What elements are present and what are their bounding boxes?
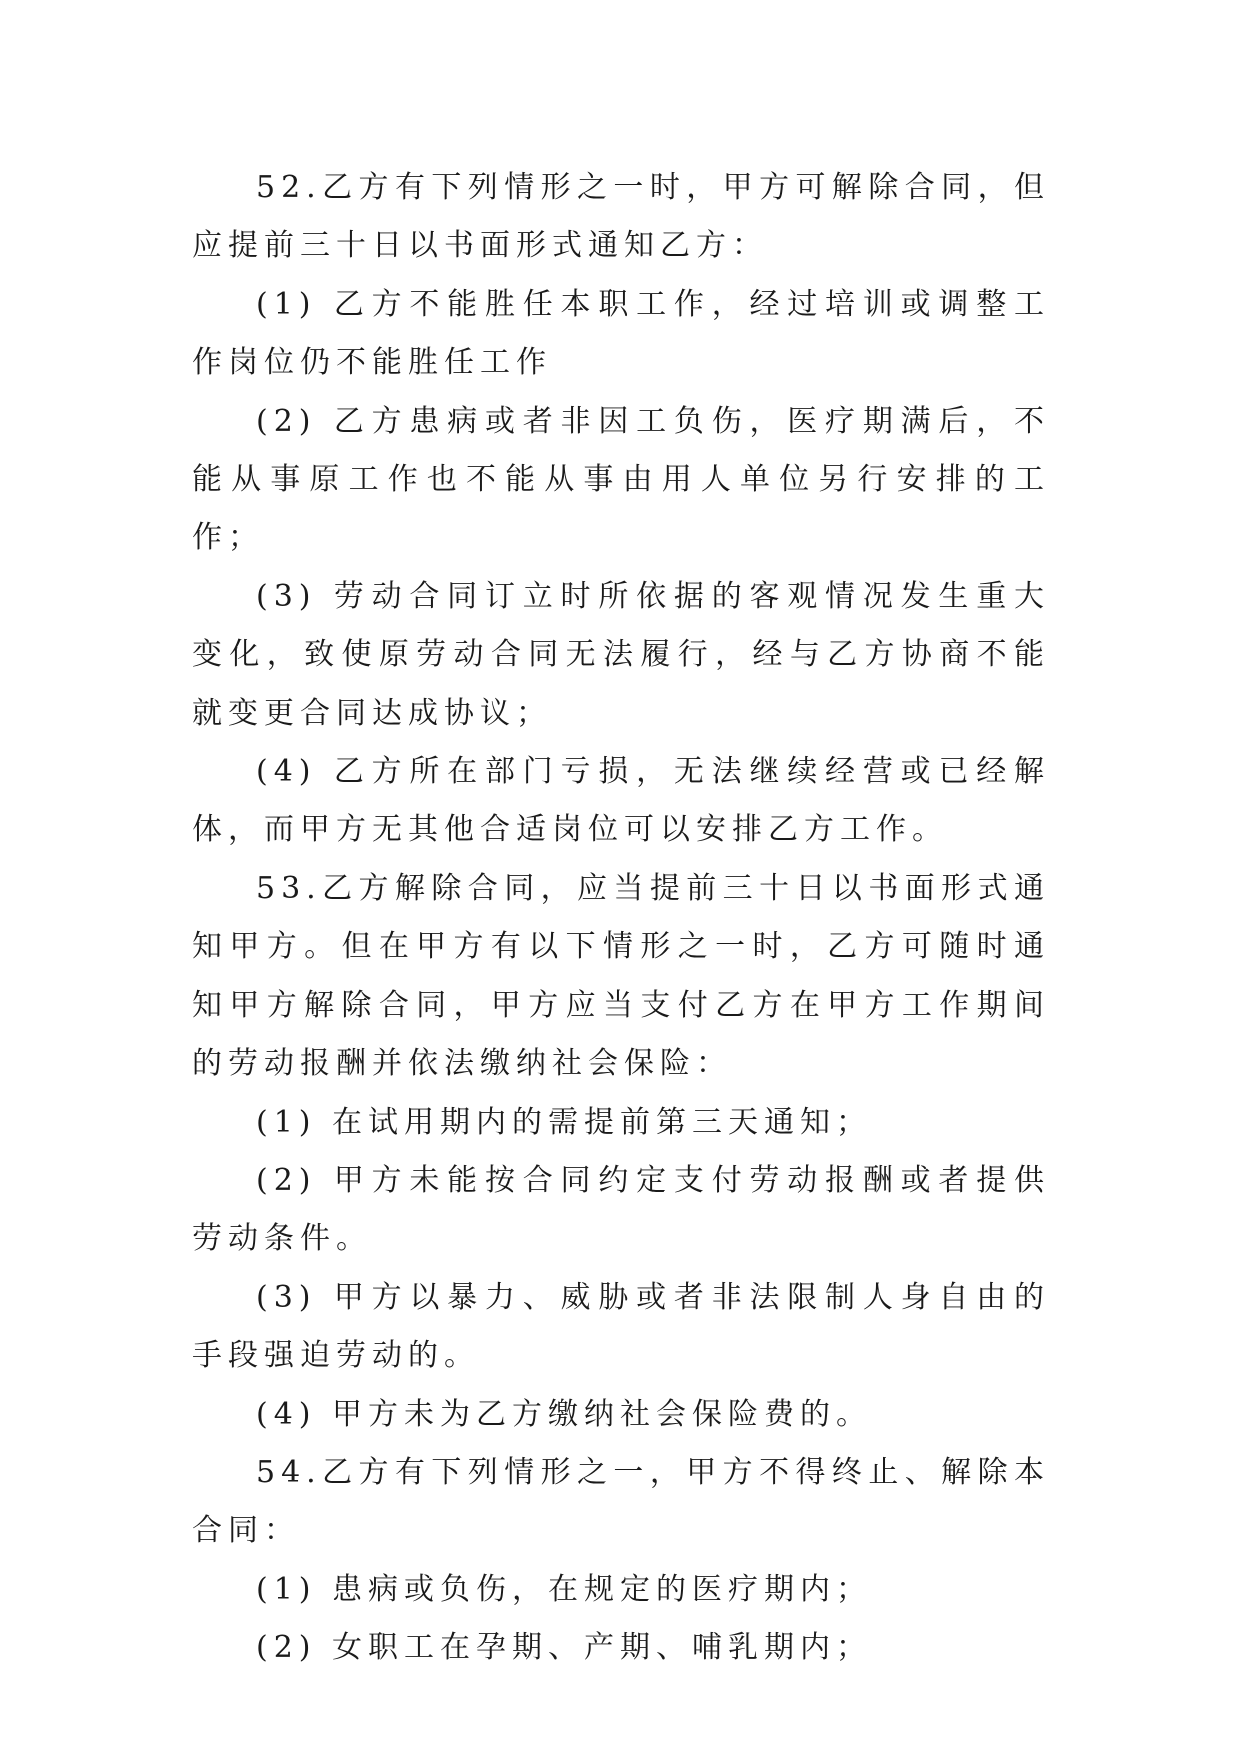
clause-52-item-1: (1) 乙方不能胜任本职工作，经过培训或调整工作岗位仍不能胜任工作 <box>192 286 1050 381</box>
document-body <box>192 159 1050 1678</box>
clause-52-intro: 52.乙方有下列情形之一时，甲方可解除合同，但应提前三十日以书面形式通知乙方： <box>192 170 1050 264</box>
clause-54-intro: 54.乙方有下列情形之一，甲方不得终止、解除本合同： <box>192 1454 1050 1549</box>
clause-52-item-3: (3) 劳动合同订立时所依据的客观情况发生重大变化，致使原劳动合同无法履行，经与乙方协商不能就变更合同达成协议； <box>192 578 1050 731</box>
clause-53-item-1: (1) 在试用期内的需提前第三天通知； <box>256 1104 873 1140</box>
clause-52-item-2: (2) 乙方患病或者非因工负伤，医疗期满后，不能从事原工作也不能从事由用人单位另行安排的工作； <box>192 403 1050 556</box>
clause-53-item-3: (3) 甲方以暴力、威胁或者非法限制人身自由的手段强迫劳动的。 <box>192 1279 1050 1374</box>
clause-53-item-2: (2) 甲方未能按合同约定支付劳动报酬或者提供劳动条件。 <box>192 1162 1050 1257</box>
clause-54-item-1: (1) 患病或负伤，在规定的医疗期内； <box>256 1571 873 1607</box>
clause-53-item-4: (4) 甲方未为乙方缴纳社会保险费的。 <box>256 1396 873 1432</box>
clause-52-item-4: (4) 乙方所在部门亏损，无法继续经营或已经解体，而甲方无其他合适岗位可以安排乙方工作。 <box>192 754 1050 848</box>
clause-53-intro: 53.乙方解除合同，应当提前三十日以书面形式通知甲方。但在甲方有以下情形之一时，乙方可随时通知甲方解除合同，甲方应当支付乙方在甲方工作期间的劳动报酬并依法缴纳社会保险： <box>192 870 1050 1082</box>
clause-54-item-2: (2) 女职工在孕期、产期、哺乳期内； <box>256 1630 873 1666</box>
